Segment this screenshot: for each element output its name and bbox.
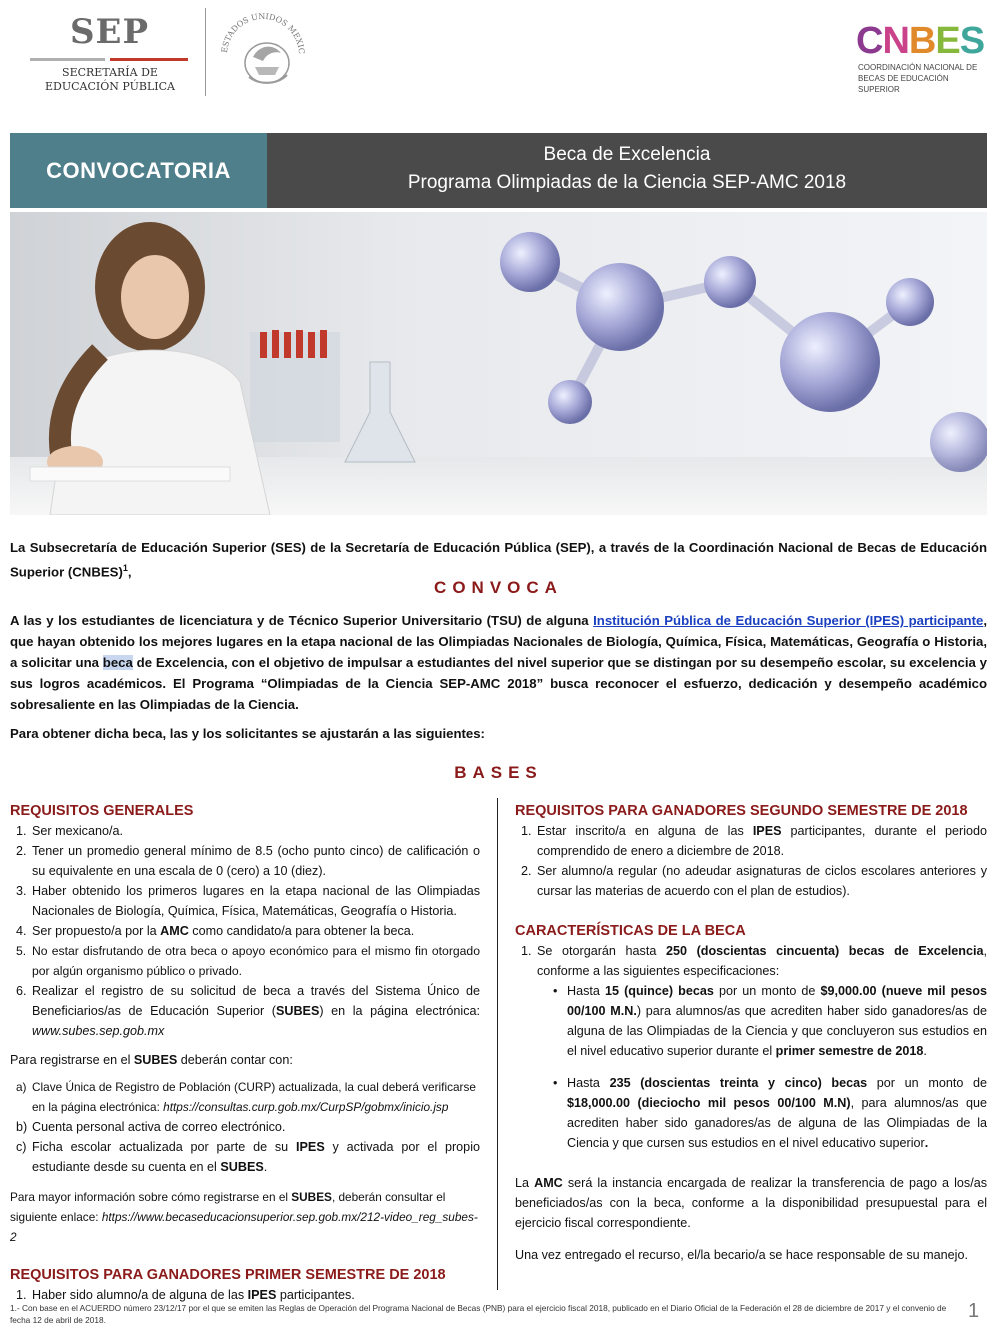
item-text: Ser alumno/a regular (no adeudar asignaturas de ciclos escolares anteriores y cursar las materias de acuerdo con el plan de estudios).	[537, 864, 987, 898]
list-item	[10, 881, 480, 921]
cnbes-logo-subtitle	[858, 62, 988, 95]
bullet-bold: .	[924, 1136, 929, 1150]
bullet-icon: •	[553, 984, 558, 998]
sub-bold: IPES	[296, 1140, 325, 1154]
list-item	[10, 941, 480, 981]
item-number: 1.	[521, 824, 532, 838]
bases-intro: Para obtener dicha beca, las y los solicitantes se ajustarán a las siguientes:	[10, 726, 485, 741]
bullet-item	[545, 981, 987, 1061]
bullet-text: ) para alumnos/as que acrediten haber sido ganadores/as de alguna de las Olimpiadas de la Ciencia y que concluyeron sus estudios en el nivel educativo superior durante el	[567, 1004, 987, 1058]
sub-letter: a)	[16, 1080, 27, 1094]
amc-bold: AMC	[534, 1176, 563, 1190]
molecule-sphere	[548, 380, 592, 424]
item-number: 5.	[16, 944, 27, 958]
item-number: 2.	[521, 864, 532, 878]
amc-text: La	[515, 1176, 535, 1190]
first-semester-heading: REQUISITOS PARA GANADORES PRIMER SEMESTRE DE 2018	[10, 1267, 446, 1283]
sep-logo-word: SEP	[70, 12, 150, 52]
reg-intro-text: deberán contar con:	[177, 1053, 293, 1067]
sub-text: Cuenta personal activa de correo electrónico.	[32, 1120, 286, 1134]
hero-image	[10, 212, 987, 515]
curp-url[interactable]: https://consultas.curp.gob.mx/CurpSP/gobmx/inicio.jsp	[163, 1100, 449, 1114]
item-text: , conforme a las siguientes especificaciones:	[537, 944, 987, 978]
sep-logo	[10, 10, 200, 93]
sub-item	[10, 1077, 480, 1117]
item-text: participantes, durante el periodo comprendido de enero a diciembre de 2018.	[537, 824, 987, 858]
intro-end: ,	[127, 564, 132, 580]
ipes-participants-link[interactable]: Institución Pública de Educación Superior (IPES) participante	[593, 613, 984, 628]
header-divider	[205, 8, 206, 96]
item-bold: AMC	[160, 924, 189, 938]
convoca-heading: CONVOCA	[434, 578, 563, 597]
molecule-sphere	[576, 263, 664, 351]
list-item	[10, 841, 480, 881]
sub-text: Clave Única de Registro de Población (CURP) actualizada, la cual deberá verificarse en la página electrónica:	[32, 1080, 476, 1114]
item-text: Haber obtenido los primeros lugares en la etapa nacional de las Olimpiadas Nacionales de Biología, Química, Física, Matemáticas, Geografía o Historia.	[32, 884, 480, 918]
right-column	[515, 801, 987, 1265]
sep-logo-bar-red	[110, 58, 188, 61]
body-text-1: A las y los estudiantes de licenciatura y de Técnico Superior Universitario (TSU) de alguna	[10, 613, 594, 628]
list-item	[515, 861, 987, 901]
more-bold: SUBES	[291, 1190, 332, 1204]
item-text: participantes.	[276, 1288, 355, 1302]
item-number: 1.	[16, 824, 27, 838]
item-text: Ser propuesto/a por la	[32, 924, 161, 938]
item-number: 4.	[16, 924, 27, 938]
item-text: Estar inscrito/a en alguna de las	[537, 824, 753, 838]
second-semester-heading: REQUISITOS PARA GANADORES SEGUNDO SEMESTRE DE 2018	[515, 803, 968, 819]
item-text: Ser mexicano/a.	[32, 824, 123, 838]
footnote-marker[interactable]: 1	[122, 563, 128, 573]
intro-text: La Subsecretaría de Educación Superior (SES) de la Secretaría de Educación Pública (SEP), a través de la Coordinación Nacional de Becas de Educación Superior (CNBES)	[10, 540, 987, 580]
bullet-icon: •	[553, 1076, 558, 1090]
sep-logo-subtitle	[40, 66, 180, 94]
national-seal-icon	[215, 5, 310, 100]
list-item	[515, 941, 987, 981]
bullet-text: por un monto de	[867, 1076, 987, 1090]
bases-heading: BASES	[454, 763, 543, 782]
banner-title-line1: Beca de Excelencia	[543, 144, 711, 165]
seal-text: ESTADOS UNIDOS MEXIC	[220, 11, 307, 55]
program-title-banner	[267, 133, 987, 208]
more-info	[10, 1187, 480, 1247]
item-number: 6.	[16, 984, 27, 998]
bullet-bold: primer semestre de 2018	[775, 1044, 924, 1058]
molecule-sphere	[780, 312, 880, 412]
sep-logo-bar-gray	[30, 58, 105, 61]
item-text: ) en la página electrónica:	[319, 1004, 480, 1018]
item-text: Tener un promedio general mínimo de 8.5 (ocho punto cinco) de calificación o su equivalente en una escala de 0 (cero) a 10 (diez).	[32, 844, 480, 878]
subes-url[interactable]: www.subes.sep.gob.mx	[32, 1024, 165, 1038]
bullet-bold: 235 (doscientas treinta y cinco) becas	[609, 1076, 868, 1090]
amc-text: será la instancia encargada de realizar la transferencia de pago a los/as beneficiados/as con la beca, conforme a la disponibilidad presupuestal para el ejercicio fiscal correspondiente.	[515, 1176, 988, 1230]
convocatoria-banner	[10, 133, 267, 208]
general-requirements-heading: REQUISITOS GENERALES	[10, 803, 194, 819]
video-url[interactable]: https://www.becaseducacionsuperior.sep.gob.mx/212-video_reg_subes-2	[10, 1210, 478, 1244]
item-bold: IPES	[247, 1288, 277, 1302]
molecule-sphere	[704, 256, 756, 308]
test-tubes	[250, 330, 340, 442]
bullet-text: Hasta	[567, 1076, 610, 1090]
molecule-sphere	[500, 232, 560, 292]
amc-paragraph	[515, 1173, 987, 1233]
beca-bullets	[515, 981, 987, 1153]
bullet-bold: $9,000.00 (nueve mil pesos 00/100 M.N.	[567, 984, 987, 1018]
item-number: 1.	[521, 944, 532, 958]
list-item	[515, 821, 987, 861]
sub-item	[10, 1137, 480, 1177]
cnbes-sub-line2: BECAS DE EDUCACIÓN SUPERIOR	[858, 74, 949, 94]
item-number: 2.	[16, 844, 27, 858]
cnbes-logo-word: CNBES	[856, 20, 985, 62]
list-item	[10, 981, 480, 1041]
bullet-bold: $18,000.00 (dieciocho mil pesos 00/100 M.N)	[567, 1096, 851, 1110]
bullet-text: , para alumnos/as que acrediten haber sido ganadores/as de alguna de las Olimpiadas de la Ciencia y que cursen sus estudios en el nivel educativo superior	[567, 1096, 987, 1150]
item-bold: 250 (doscientas cincuenta) becas de Excelencia	[665, 944, 984, 958]
item-bold: IPES	[752, 824, 782, 838]
researcher-figure	[30, 222, 270, 515]
item-number: 1.	[16, 1288, 27, 1302]
sep-sub-line2: EDUCACIÓN PÚBLICA	[45, 80, 175, 93]
registration-intro	[10, 1050, 480, 1070]
list-item	[10, 921, 480, 941]
cnbes-logo	[850, 20, 990, 94]
sub-letter: b)	[16, 1120, 28, 1134]
body-text-2: , que hayan obtenido los mejores lugares en la etapa nacional de las Olimpiadas Nacionales de Biología, Química, Física, Matemáticas, Geografía o Historia, a solicitar una	[10, 613, 987, 670]
more-text: , deberán consultar el siguiente enlace:	[10, 1190, 446, 1224]
item-number: 3.	[16, 884, 27, 898]
banner-title-line2: Programa Olimpiadas de la Ciencia SEP-AMC 2018	[407, 172, 847, 193]
item-text: Realizar el registro de su solicitud de beca a través del Sistema Único de Beneficiarios/as de Educación Superior (	[32, 984, 480, 1018]
bullet-item	[545, 1073, 987, 1153]
final-paragraph: Una vez entregado el recurso, el/la becario/a se hace responsable de su manejo.	[515, 1248, 968, 1262]
intro-paragraph	[10, 537, 987, 582]
highlighted-word: beca	[102, 655, 133, 670]
page-number: 1	[968, 1300, 980, 1322]
sub-letter: c)	[16, 1140, 27, 1154]
column-divider	[497, 798, 498, 1290]
item-text: como candidato/a para obtener la beca.	[188, 924, 415, 938]
body-paragraph	[10, 610, 987, 715]
sub-text: y activada por el propio estudiante desde su cuenta en el	[32, 1140, 480, 1174]
sub-text: Ficha escolar actualizada por parte de su	[32, 1140, 297, 1154]
svg-text:ESTADOS UNIDOS MEXICANOS	[215, 5, 306, 54]
reg-intro-bold: SUBES	[133, 1053, 178, 1067]
bullet-text: .	[923, 1044, 927, 1058]
body-text-3: de Excelencia, con el objetivo de impulsar a estudiantes del nivel superior que se distingan por su desempeño escolar, su excelencia y sus logros académicos. El Programa “Olimpiadas de la Ciencia SEP-AMC 2018” busca reconocer el esfuerzo, dedicación y desempeño académico sobresaliente en las Olimpiadas de la Ciencia.	[10, 655, 987, 712]
cnbes-sub-line1: COORDINACIÓN NACIONAL DE	[858, 63, 978, 72]
convocatoria-label: CONVOCATORIA	[46, 158, 231, 183]
item-text: Haber sido alumno/a de alguna de las	[32, 1288, 248, 1302]
sep-sub-line1: SECRETARÍA DE	[62, 66, 158, 79]
reg-intro-text: Para registrarse en el	[10, 1053, 134, 1067]
bullet-bold: 15 (quince) becas	[604, 984, 714, 998]
left-column	[10, 801, 480, 1305]
characteristics-heading: CARACTERÍSTICAS DE LA BECA	[515, 923, 746, 939]
footnote: 1.- Con base en el ACUERDO número 23/12/17 por el que se emiten las Reglas de Operación del Programa Nacional de Becas (PNB) para el ejercicio fiscal 2018, publicado en el Diario Oficial de la Federación el 28 de diciembre de 2017 y el convenio de fecha 12 de abril de 2018.	[10, 1303, 947, 1325]
more-text: Para mayor información sobre cómo registrarse en el	[10, 1190, 292, 1204]
item-text: Se otorgarán hasta	[537, 944, 666, 958]
item-bold: SUBES	[275, 1004, 320, 1018]
bullet-text: Hasta	[567, 984, 605, 998]
item-text: No estar disfrutando de otra beca o apoyo económico para el mismo fin otorgado por algún organismo público o privado.	[32, 944, 480, 978]
list-item	[10, 821, 480, 841]
sub-text: .	[263, 1160, 268, 1174]
molecule-sphere	[886, 278, 934, 326]
sub-item	[10, 1117, 480, 1137]
sub-bold: SUBES	[220, 1160, 264, 1174]
bullet-text: por un monto de	[713, 984, 821, 998]
